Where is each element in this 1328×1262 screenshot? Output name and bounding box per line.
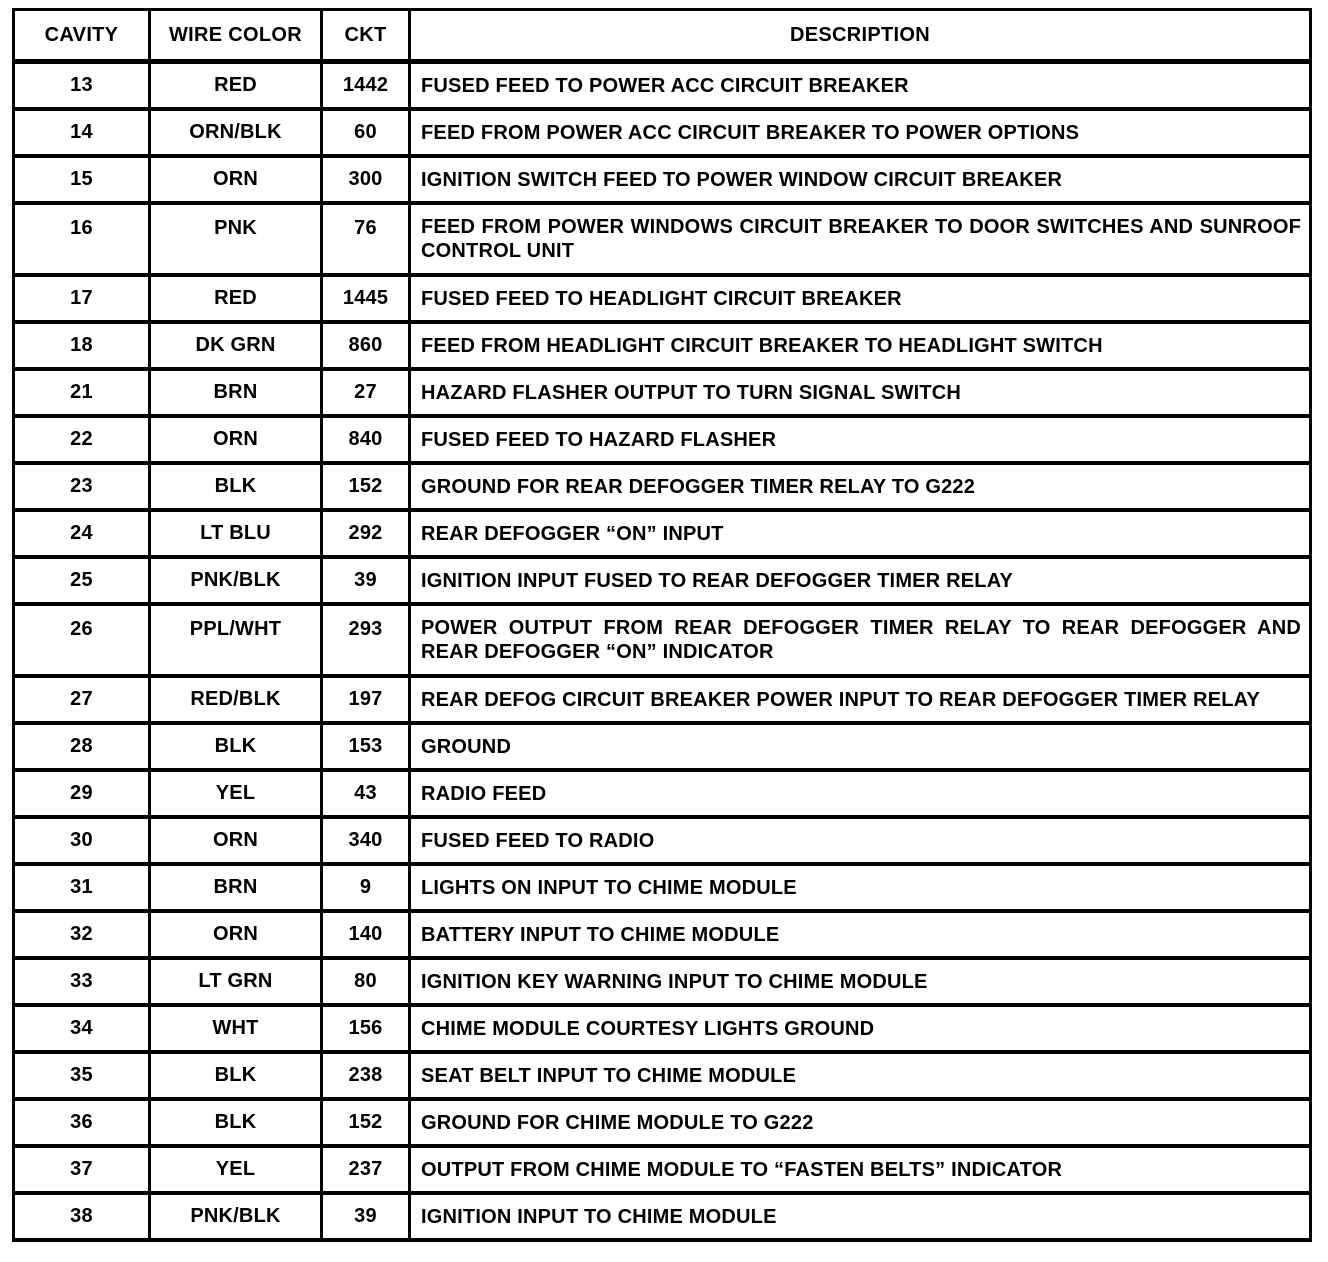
- ckt-cell: 153: [320, 725, 408, 772]
- description-cell: SEAT BELT INPUT TO CHIME MODULE: [408, 1054, 1312, 1101]
- wire-color-cell: PNK/BLK: [148, 1195, 320, 1242]
- cavity-cell: 17: [12, 277, 148, 324]
- cavity-cell: 27: [12, 678, 148, 725]
- description-cell: POWER OUTPUT FROM REAR DEFOGGER TIMER RELAY TO REAR DEFOGGER AND REAR DEFOGGER “ON” INDICATOR: [408, 606, 1312, 678]
- table-row: [12, 559, 1312, 606]
- cavity-cell: 21: [12, 371, 148, 418]
- ckt-cell: 156: [320, 1007, 408, 1054]
- description-cell: GROUND FOR REAR DEFOGGER TIMER RELAY TO G222: [408, 465, 1312, 512]
- table-row: [12, 324, 1312, 371]
- wire-color-cell: DK GRN: [148, 324, 320, 371]
- wire-color-cell: YEL: [148, 772, 320, 819]
- table-row: [12, 772, 1312, 819]
- cavity-cell: 18: [12, 324, 148, 371]
- header-description: DESCRIPTION: [408, 8, 1312, 64]
- header-wire-color: WIRE COLOR: [148, 8, 320, 64]
- description-cell: GROUND: [408, 725, 1312, 772]
- ckt-cell: 9: [320, 866, 408, 913]
- table-row: [12, 819, 1312, 866]
- ckt-cell: 300: [320, 158, 408, 205]
- cavity-cell: 37: [12, 1148, 148, 1195]
- description-cell: FUSED FEED TO HAZARD FLASHER: [408, 418, 1312, 465]
- ckt-cell: 293: [320, 606, 408, 678]
- table-row: [12, 465, 1312, 512]
- cavity-cell: 33: [12, 960, 148, 1007]
- ckt-cell: 60: [320, 111, 408, 158]
- wire-color-cell: PNK/BLK: [148, 559, 320, 606]
- description-cell: FEED FROM HEADLIGHT CIRCUIT BREAKER TO HEADLIGHT SWITCH: [408, 324, 1312, 371]
- wire-color-cell: RED: [148, 277, 320, 324]
- wire-color-cell: BRN: [148, 866, 320, 913]
- table-row: [12, 111, 1312, 158]
- cavity-cell: 36: [12, 1101, 148, 1148]
- ckt-cell: 238: [320, 1054, 408, 1101]
- wire-color-cell: WHT: [148, 1007, 320, 1054]
- wiring-table-sheet: [12, 8, 1312, 1254]
- wire-color-cell: BLK: [148, 725, 320, 772]
- wire-color-cell: ORN: [148, 158, 320, 205]
- ckt-cell: 140: [320, 913, 408, 960]
- table-row: [12, 913, 1312, 960]
- description-cell: IGNITION INPUT TO CHIME MODULE: [408, 1195, 1312, 1242]
- description-cell: FEED FROM POWER WINDOWS CIRCUIT BREAKER TO DOOR SWITCHES AND SUNROOF CONTROL UNIT: [408, 205, 1312, 277]
- wire-color-cell: YEL: [148, 1148, 320, 1195]
- description-cell: GROUND FOR CHIME MODULE TO G222: [408, 1101, 1312, 1148]
- description-cell: FUSED FEED TO RADIO: [408, 819, 1312, 866]
- description-cell: IGNITION SWITCH FEED TO POWER WINDOW CIRCUIT BREAKER: [408, 158, 1312, 205]
- header-ckt: CKT: [320, 8, 408, 64]
- table-header: [12, 8, 1312, 64]
- description-cell: FUSED FEED TO HEADLIGHT CIRCUIT BREAKER: [408, 277, 1312, 324]
- table-row: [12, 64, 1312, 111]
- ckt-cell: 27: [320, 371, 408, 418]
- table-row: [12, 1054, 1312, 1101]
- table-body: [12, 64, 1312, 1242]
- cavity-cell: 15: [12, 158, 148, 205]
- description-cell: IGNITION INPUT FUSED TO REAR DEFOGGER TIMER RELAY: [408, 559, 1312, 606]
- table-row: [12, 1101, 1312, 1148]
- description-cell: BATTERY INPUT TO CHIME MODULE: [408, 913, 1312, 960]
- cavity-cell: 24: [12, 512, 148, 559]
- wire-color-cell: BLK: [148, 1101, 320, 1148]
- ckt-cell: 39: [320, 559, 408, 606]
- description-cell: REAR DEFOGGER “ON” INPUT: [408, 512, 1312, 559]
- cavity-cell: 13: [12, 64, 148, 111]
- table-row: [12, 158, 1312, 205]
- cavity-wiring-table: [12, 8, 1312, 1242]
- ckt-cell: 237: [320, 1148, 408, 1195]
- header-cavity: CAVITY: [12, 8, 148, 64]
- ckt-cell: 1442: [320, 64, 408, 111]
- table-row: [12, 1148, 1312, 1195]
- wire-color-cell: BLK: [148, 1054, 320, 1101]
- cavity-cell: 25: [12, 559, 148, 606]
- table-row: [12, 1195, 1312, 1242]
- cavity-cell: 31: [12, 866, 148, 913]
- table-row: [12, 277, 1312, 324]
- table-row: [12, 678, 1312, 725]
- table-row: [12, 606, 1312, 678]
- wire-color-cell: RED/BLK: [148, 678, 320, 725]
- header-row: [12, 8, 1312, 64]
- ckt-cell: 39: [320, 1195, 408, 1242]
- wire-color-cell: LT BLU: [148, 512, 320, 559]
- description-cell: REAR DEFOG CIRCUIT BREAKER POWER INPUT TO REAR DEFOGGER TIMER RELAY: [408, 678, 1312, 725]
- ckt-cell: 197: [320, 678, 408, 725]
- cavity-cell: 26: [12, 606, 148, 678]
- cavity-cell: 30: [12, 819, 148, 866]
- wire-color-cell: ORN: [148, 913, 320, 960]
- cavity-cell: 35: [12, 1054, 148, 1101]
- description-cell: IGNITION KEY WARNING INPUT TO CHIME MODULE: [408, 960, 1312, 1007]
- cavity-cell: 16: [12, 205, 148, 277]
- cavity-cell: 14: [12, 111, 148, 158]
- ckt-cell: 43: [320, 772, 408, 819]
- table-row: [12, 866, 1312, 913]
- table-row: [12, 725, 1312, 772]
- table-row: [12, 1007, 1312, 1054]
- cavity-cell: 34: [12, 1007, 148, 1054]
- table-row: [12, 418, 1312, 465]
- wire-color-cell: ORN/BLK: [148, 111, 320, 158]
- wire-color-cell: BLK: [148, 465, 320, 512]
- cavity-cell: 29: [12, 772, 148, 819]
- ckt-cell: 1445: [320, 277, 408, 324]
- wire-color-cell: BRN: [148, 371, 320, 418]
- ckt-cell: 340: [320, 819, 408, 866]
- table-row: [12, 960, 1312, 1007]
- cavity-cell: 22: [12, 418, 148, 465]
- table-row: [12, 371, 1312, 418]
- wire-color-cell: PNK: [148, 205, 320, 277]
- description-cell: OUTPUT FROM CHIME MODULE TO “FASTEN BELTS” INDICATOR: [408, 1148, 1312, 1195]
- description-cell: CHIME MODULE COURTESY LIGHTS GROUND: [408, 1007, 1312, 1054]
- ckt-cell: 76: [320, 205, 408, 277]
- cavity-cell: 32: [12, 913, 148, 960]
- ckt-cell: 152: [320, 1101, 408, 1148]
- description-cell: FUSED FEED TO POWER ACC CIRCUIT BREAKER: [408, 64, 1312, 111]
- ckt-cell: 840: [320, 418, 408, 465]
- description-cell: FEED FROM POWER ACC CIRCUIT BREAKER TO POWER OPTIONS: [408, 111, 1312, 158]
- table-row: [12, 205, 1312, 277]
- wire-color-cell: RED: [148, 64, 320, 111]
- ckt-cell: 860: [320, 324, 408, 371]
- wire-color-cell: LT GRN: [148, 960, 320, 1007]
- ckt-cell: 80: [320, 960, 408, 1007]
- wire-color-cell: ORN: [148, 418, 320, 465]
- cavity-cell: 38: [12, 1195, 148, 1242]
- description-cell: RADIO FEED: [408, 772, 1312, 819]
- cavity-cell: 28: [12, 725, 148, 772]
- description-cell: HAZARD FLASHER OUTPUT TO TURN SIGNAL SWITCH: [408, 371, 1312, 418]
- cavity-cell: 23: [12, 465, 148, 512]
- table-row: [12, 512, 1312, 559]
- wire-color-cell: ORN: [148, 819, 320, 866]
- wire-color-cell: PPL/WHT: [148, 606, 320, 678]
- ckt-cell: 292: [320, 512, 408, 559]
- ckt-cell: 152: [320, 465, 408, 512]
- description-cell: LIGHTS ON INPUT TO CHIME MODULE: [408, 866, 1312, 913]
